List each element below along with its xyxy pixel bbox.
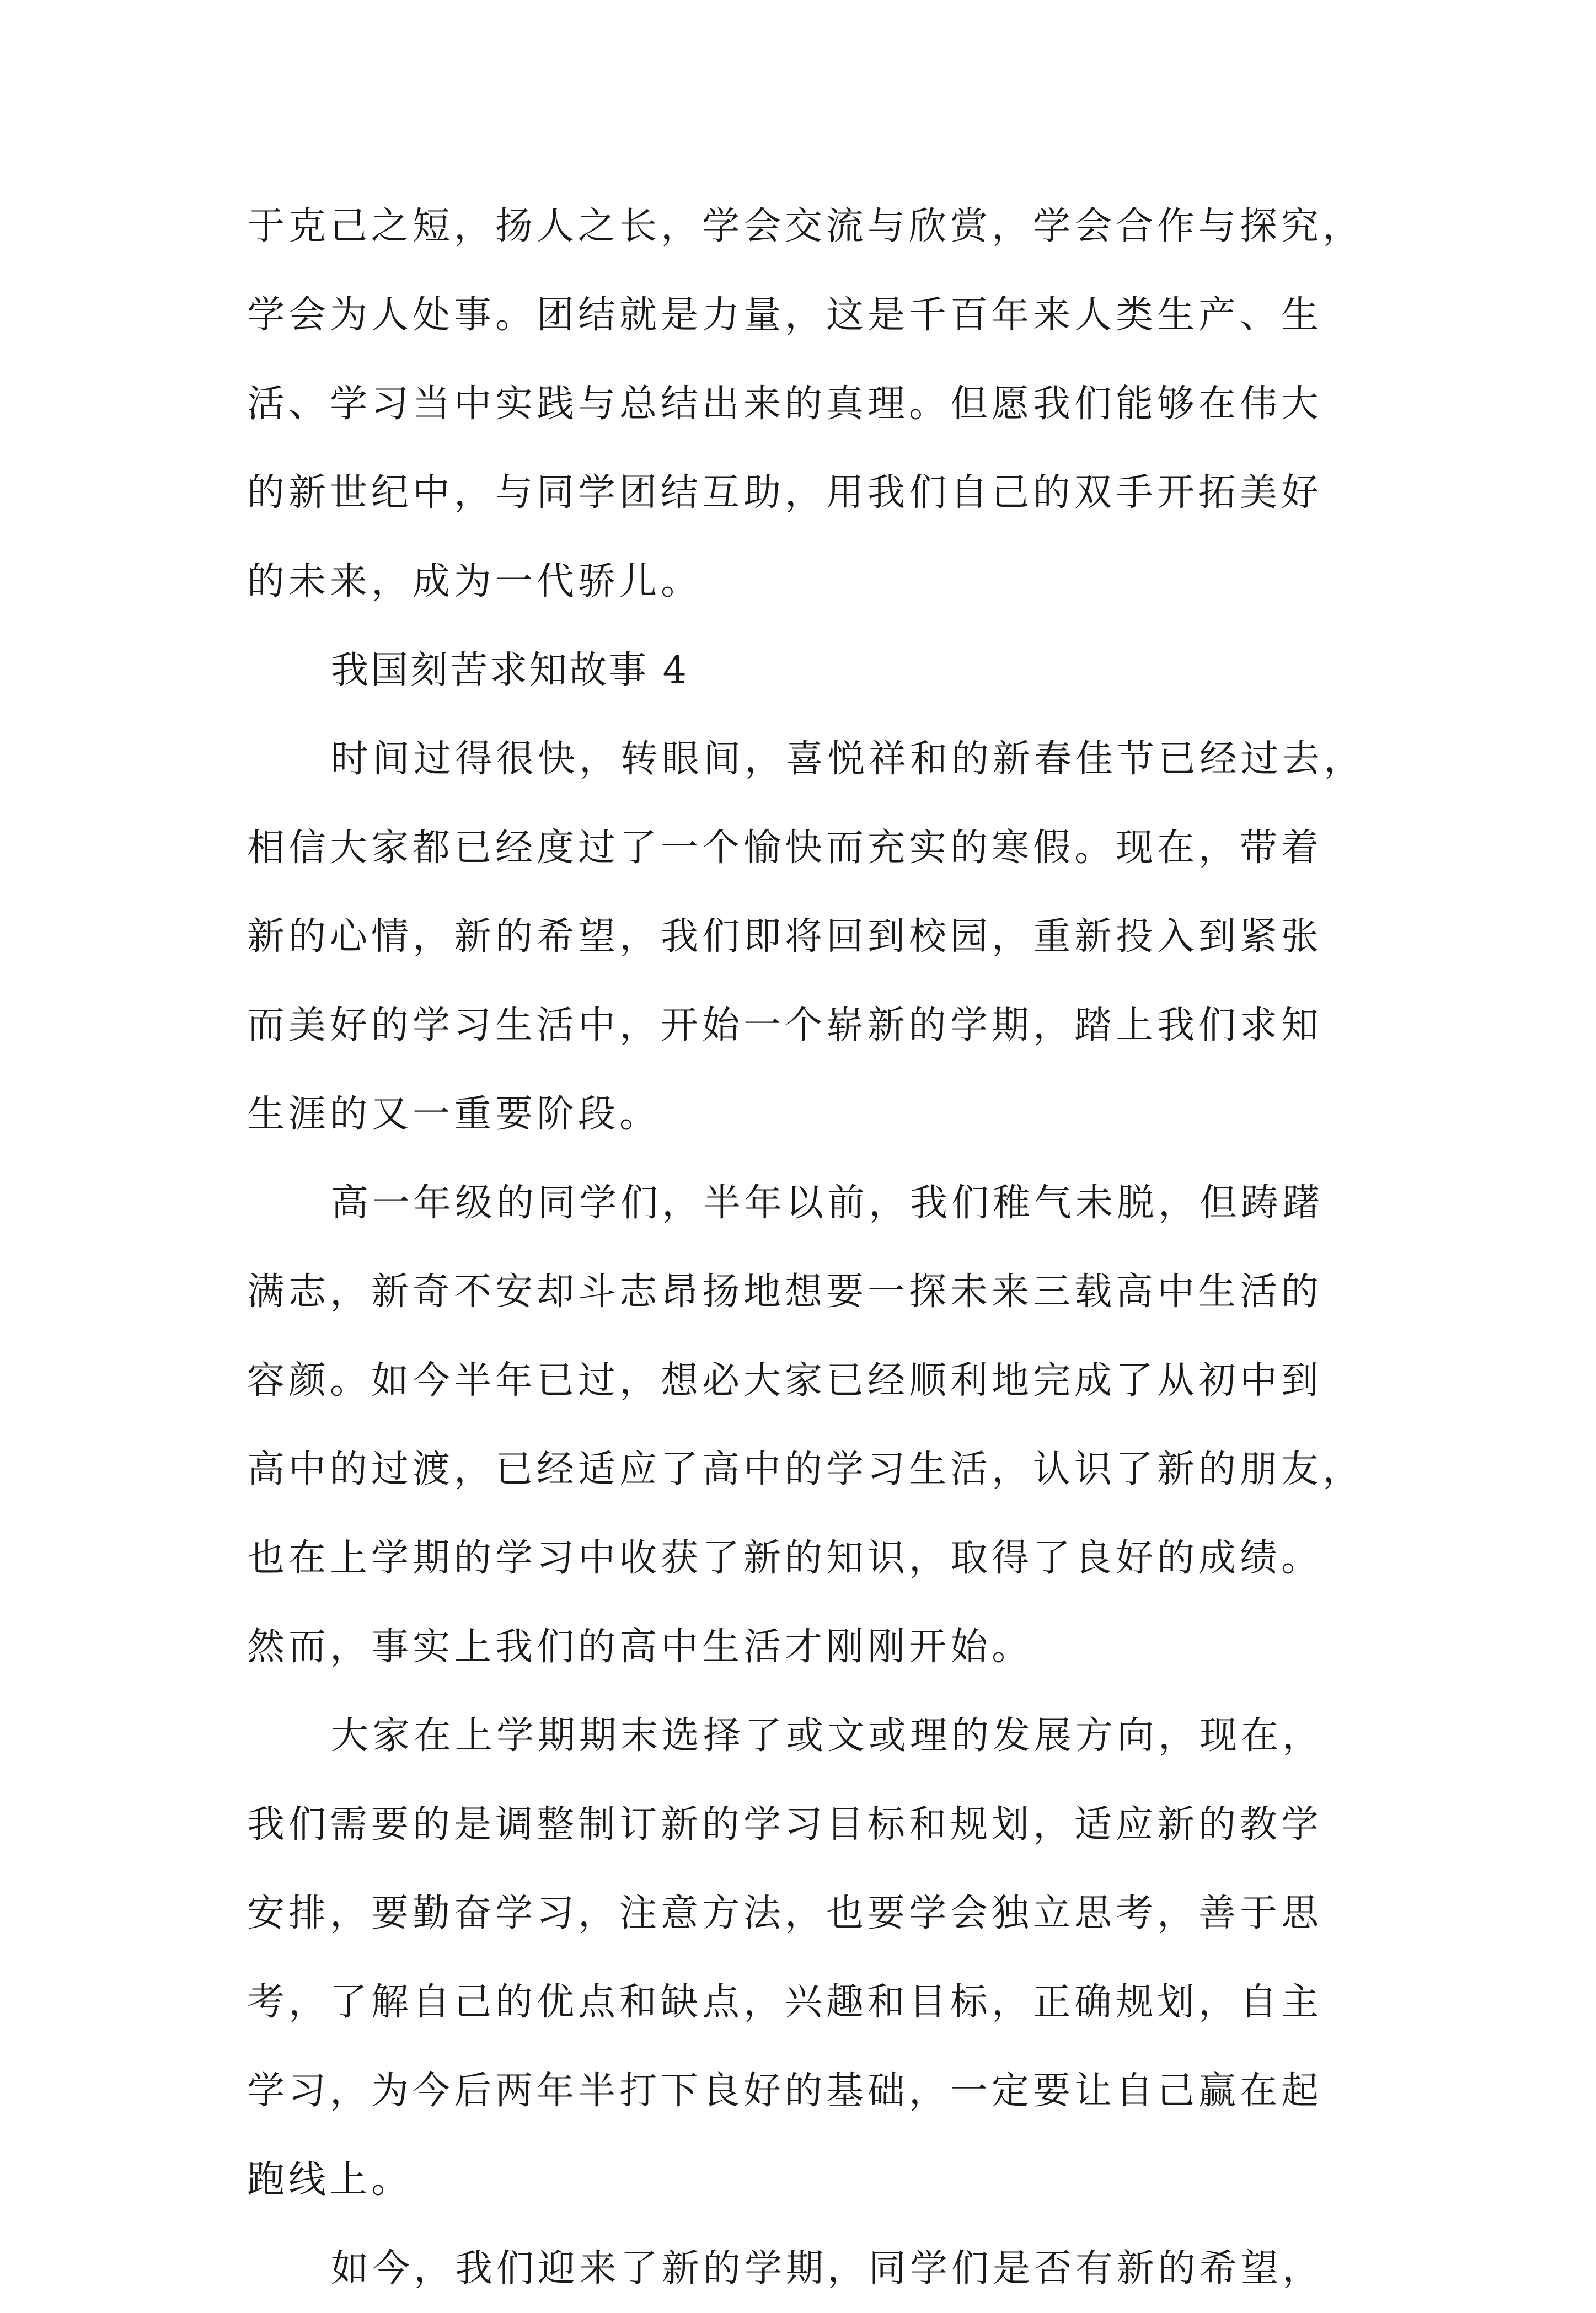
text-line: 时间过得很快，转眼间，喜悦祥和的新春佳节已经过去， — [331, 737, 1365, 781]
text-line: 高中的过渡，已经适应了高中的学习生活，认识了新的朋友， — [247, 1448, 1364, 1491]
text-line: 满志，新奇不安却斗志昂扬地想要一探未来三载高中生活的 — [247, 1270, 1323, 1314]
section-heading: 我国刻苦求知故事 4 — [331, 649, 689, 692]
paragraph — [247, 715, 1378, 1159]
paragraph — [247, 2224, 1378, 2313]
text-line: 的未来，成为一代骄儿。 — [247, 560, 703, 603]
text-line: 高一年级的同学们，半年以前，我们稚气未脱，但踌躇 — [331, 1181, 1324, 1225]
text-line: 考，了解自己的优点和缺点，兴趣和目标，正确规划，自主 — [247, 1980, 1323, 2024]
text-line: 生涯的又一重要阶段。 — [247, 1093, 661, 1136]
text-line: 学会为人处事。团结就是力量，这是千百年来人类生产、生 — [247, 293, 1323, 337]
text-line: 也在上学期的学习中收获了新的知识，取得了良好的成绩。 — [247, 1536, 1323, 1580]
text-line: 我们需要的是调整制订新的学习目标和规划，适应新的教学 — [247, 1803, 1323, 1846]
paragraph-continuation — [247, 182, 1378, 626]
text-line: 而美好的学习生活中，开始一个崭新的学期，踏上我们求知 — [247, 1004, 1323, 1047]
text-line: 安排，要勤奋学习，注意方法，也要学会独立思考，善于思 — [247, 1892, 1323, 1935]
text-line: 于克己之短，扬人之长，学会交流与欣赏，学会合作与探究， — [247, 205, 1364, 248]
text-line: 然而，事实上我们的高中生活才刚刚开始。 — [247, 1625, 1033, 1669]
text-line: 活、学习当中实践与总结出来的真理。但愿我们能够在伟大 — [247, 382, 1323, 426]
text-line: 跑线上。 — [247, 2158, 413, 2202]
text-line: 学习，为今后两年半打下良好的基础，一定要让自己赢在起 — [247, 2069, 1323, 2113]
paragraph — [247, 1691, 1378, 2224]
text-line: 如今，我们迎来了新的学期，同学们是否有新的希望， — [331, 2247, 1324, 2290]
text-line: 相信大家都已经度过了一个愉快而充实的寒假。现在，带着 — [247, 826, 1323, 870]
text-line: 大家在上学期期末选择了或文或理的发展方向，现在， — [331, 1714, 1324, 1758]
paragraph — [247, 1159, 1378, 1691]
text-line: 的新世纪中，与同学团结互助，用我们自己的双手开拓美好 — [247, 471, 1323, 515]
text-line: 容颜。如今半年已过，想必大家已经顺利地完成了从初中到 — [247, 1359, 1323, 1402]
document-body — [247, 182, 1378, 2313]
text-line: 新的心情，新的希望，我们即将回到校园，重新投入到紧张 — [247, 915, 1323, 959]
